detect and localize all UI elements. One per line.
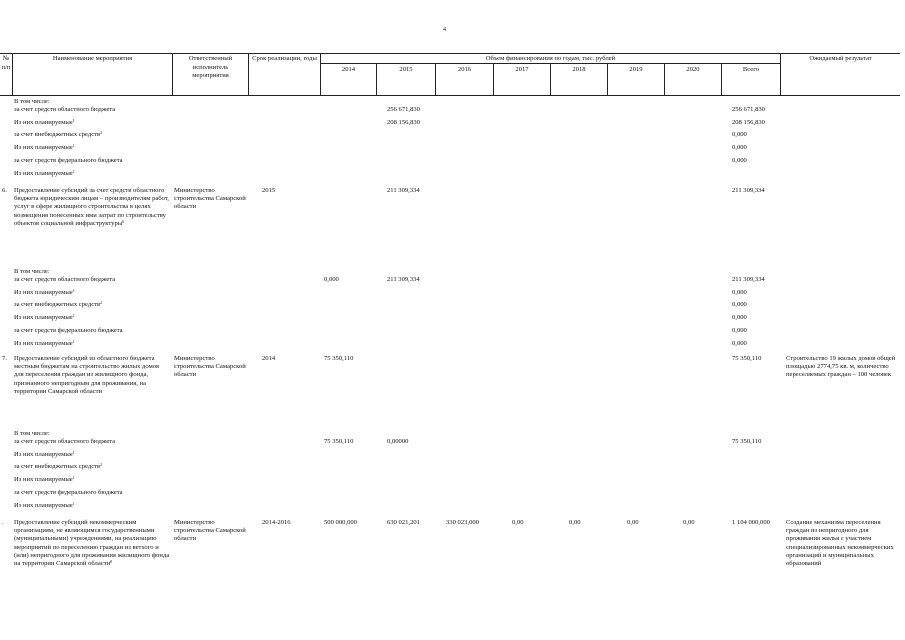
amount-total: 0,000 xyxy=(732,144,747,152)
funding-source-label: Из них планируемые$^1$ xyxy=(14,338,75,347)
amount-total: 1 104 000,000 xyxy=(732,519,770,526)
funding-source-label: Из них планируемые$^1$ xyxy=(14,117,75,126)
activity-name: Предоставление субсидий за счет средств областного бюджета юридическим лицам – производителям работ, услуг в сфере жилищного строительства в целях возмещения понесенных ими затрат по строительству объектов социальной инфраструктуры$^6$ xyxy=(14,187,169,227)
amount-2015: 256 671,830 xyxy=(387,106,420,113)
funding-source-label: Из них планируемые$^1$ xyxy=(14,500,75,509)
funding-source-label: за счет средств областного бюджета xyxy=(14,438,116,445)
amount-2014: 0,000 xyxy=(324,276,339,283)
amount-2014: 500 000,000 xyxy=(324,519,357,526)
amount-total: 208 156,830 xyxy=(732,118,765,126)
header-rule xyxy=(0,95,900,96)
amount-total: 0,000 xyxy=(732,326,747,334)
activity-name: Предоставление субсидий некоммерческим организациям, не являющимся государственными (муниципальными) учреждениями, на реализацию мероприятий по переселению граждан из ветхого и (или) непригодного для проживания жилищного фонда на территории Самарской области$^8$ xyxy=(14,519,170,568)
header-year: 2018 xyxy=(572,66,586,73)
funding-source-label: за счет средств федерального бюджета xyxy=(14,156,123,164)
amount-total: 211 309,334 xyxy=(732,276,765,283)
funding-source-label: В том числе: xyxy=(14,98,50,105)
footnote-mark: 1 xyxy=(72,168,75,174)
amount-total: 0,000 xyxy=(732,339,747,347)
expected-result: Строительство 19 жилых домов общей площадью 2774,75 кв. м, количество переселяемых граждан – 100 человек xyxy=(786,355,896,379)
funding-source-label: за счет внебюджетных средств$^2$ xyxy=(14,300,103,309)
amount-total: 0,000 xyxy=(732,314,747,322)
header-rule xyxy=(0,53,900,54)
header-year: 2014 xyxy=(341,66,356,73)
funding-source-label: Из них планируемые$^1$ xyxy=(14,313,75,322)
amount-total: 0,000 xyxy=(732,301,747,309)
footnote-mark: 1 xyxy=(72,449,75,455)
funding-source-label: за счет средств областного бюджета xyxy=(14,276,116,283)
funding-source-label: Из них планируемые$^1$ xyxy=(14,287,75,296)
row-number: . xyxy=(2,519,4,526)
amount-2014: 75 350,110 xyxy=(324,355,354,362)
footnote-mark: 2 xyxy=(100,300,103,306)
funding-source-label: Из них планируемые$^1$ xyxy=(14,449,75,458)
funding-source-label: за счет средств федерального бюджета xyxy=(14,488,123,496)
amount-2015: 211 309,334 xyxy=(387,276,420,283)
footnote-mark: 1 xyxy=(72,117,75,123)
footnote-mark: 2 xyxy=(100,462,103,468)
header-name: Наименование мероприятия xyxy=(52,55,133,62)
footnote-mark: 1 xyxy=(72,313,75,319)
footnote-mark: 1 xyxy=(72,338,75,344)
responsible-executor: Министерство строительства Самарской области xyxy=(174,187,246,211)
header-resp: Ответственный исполнитель мероприятия xyxy=(188,55,233,80)
funding-source-label: Из них планируемые$^1$ xyxy=(14,143,75,152)
amount-2015: 630 021,201 xyxy=(387,519,420,526)
header-year: 2019 xyxy=(629,66,643,73)
row-number: 7. xyxy=(2,355,7,362)
footnote-mark: 2 xyxy=(100,130,103,136)
header-num: № п/п xyxy=(1,55,11,71)
header-year: 2015 xyxy=(399,66,413,73)
amount-2020: 0,00 xyxy=(683,519,695,526)
header-term: Срок реализации, годы xyxy=(252,55,317,62)
page-number: 4 xyxy=(443,27,446,33)
amount-2015: 211 309,334 xyxy=(387,187,420,194)
amount-total: 211 309,334 xyxy=(732,187,765,194)
amount-2014: 75 350,110 xyxy=(324,438,354,445)
funding-source-label: за счет внебюджетных средств$^2$ xyxy=(14,462,103,471)
amount-total: 256 671,830 xyxy=(732,106,765,113)
header-year: 2020 xyxy=(686,66,700,73)
footnote-mark: 6 xyxy=(122,218,125,224)
footnote-mark: 1 xyxy=(72,143,75,149)
amount-2015: 0,00000 xyxy=(387,438,409,445)
implementation-term: 2015 xyxy=(262,187,276,194)
funding-source-label: В том числе: xyxy=(14,268,50,275)
amount-total: 0,000 xyxy=(732,288,747,296)
implementation-term: 2014 xyxy=(262,355,276,362)
activity-name: Предоставление субсидий из областного бюджета местным бюджетам на строительство жилых домов для переселения граждан из жилищного фонда, признанного непригодным для проживания, на территории Самарской области xyxy=(14,355,160,395)
responsible-executor: Министерство строительства Самарской области xyxy=(174,519,246,543)
header-year: 2017 xyxy=(515,66,529,73)
footnote-mark: 8 xyxy=(110,559,113,565)
amount-2018: 0,00 xyxy=(569,519,581,526)
amount-total: 0,000 xyxy=(732,156,747,164)
footnote-mark: 1 xyxy=(72,500,75,506)
amount-2017: 0,00 xyxy=(512,519,524,526)
header-year: 2016 xyxy=(457,66,472,73)
funding-source-label: Из них планируемые$^1$ xyxy=(14,168,75,177)
footnote-mark: 1 xyxy=(72,287,75,293)
amount-2015: 208 156,830 xyxy=(387,118,420,126)
amount-total: 75 350,110 xyxy=(732,355,762,362)
footnote-mark: 1 xyxy=(72,475,75,481)
implementation-term: 2014-2016 xyxy=(262,519,291,526)
table-header xyxy=(0,53,900,96)
row-number: 6. xyxy=(2,187,7,194)
amount-total: 0,000 xyxy=(732,131,747,139)
funding-source-label: В том числе: xyxy=(14,430,50,437)
header-result: Ожидаемый результат xyxy=(809,55,872,62)
funding-source-label: за счет внебюджетных средств$^2$ xyxy=(14,130,103,139)
funding-source-label: за счет средств областного бюджета xyxy=(14,106,116,113)
header-funding: Объем финансирования по годам, тыс. рублей xyxy=(485,55,616,62)
amount-2019: 0,00 xyxy=(627,519,639,526)
header-rule xyxy=(172,53,173,96)
amount-2016: 330 023,000 xyxy=(446,519,479,526)
funding-source-label: за счет средств федерального бюджета xyxy=(14,326,123,334)
funding-source-label: Из них планируемые$^1$ xyxy=(14,475,75,484)
amount-total: 75 350,110 xyxy=(732,438,762,445)
header-total: Всего xyxy=(742,66,760,73)
responsible-executor: Министерство строительства Самарской области xyxy=(174,355,246,379)
expected-result: Создание механизма переселения граждан из непригодного для проживания жилья с участием специализированных некоммерческих организаций и муниципальных образований xyxy=(786,519,894,568)
